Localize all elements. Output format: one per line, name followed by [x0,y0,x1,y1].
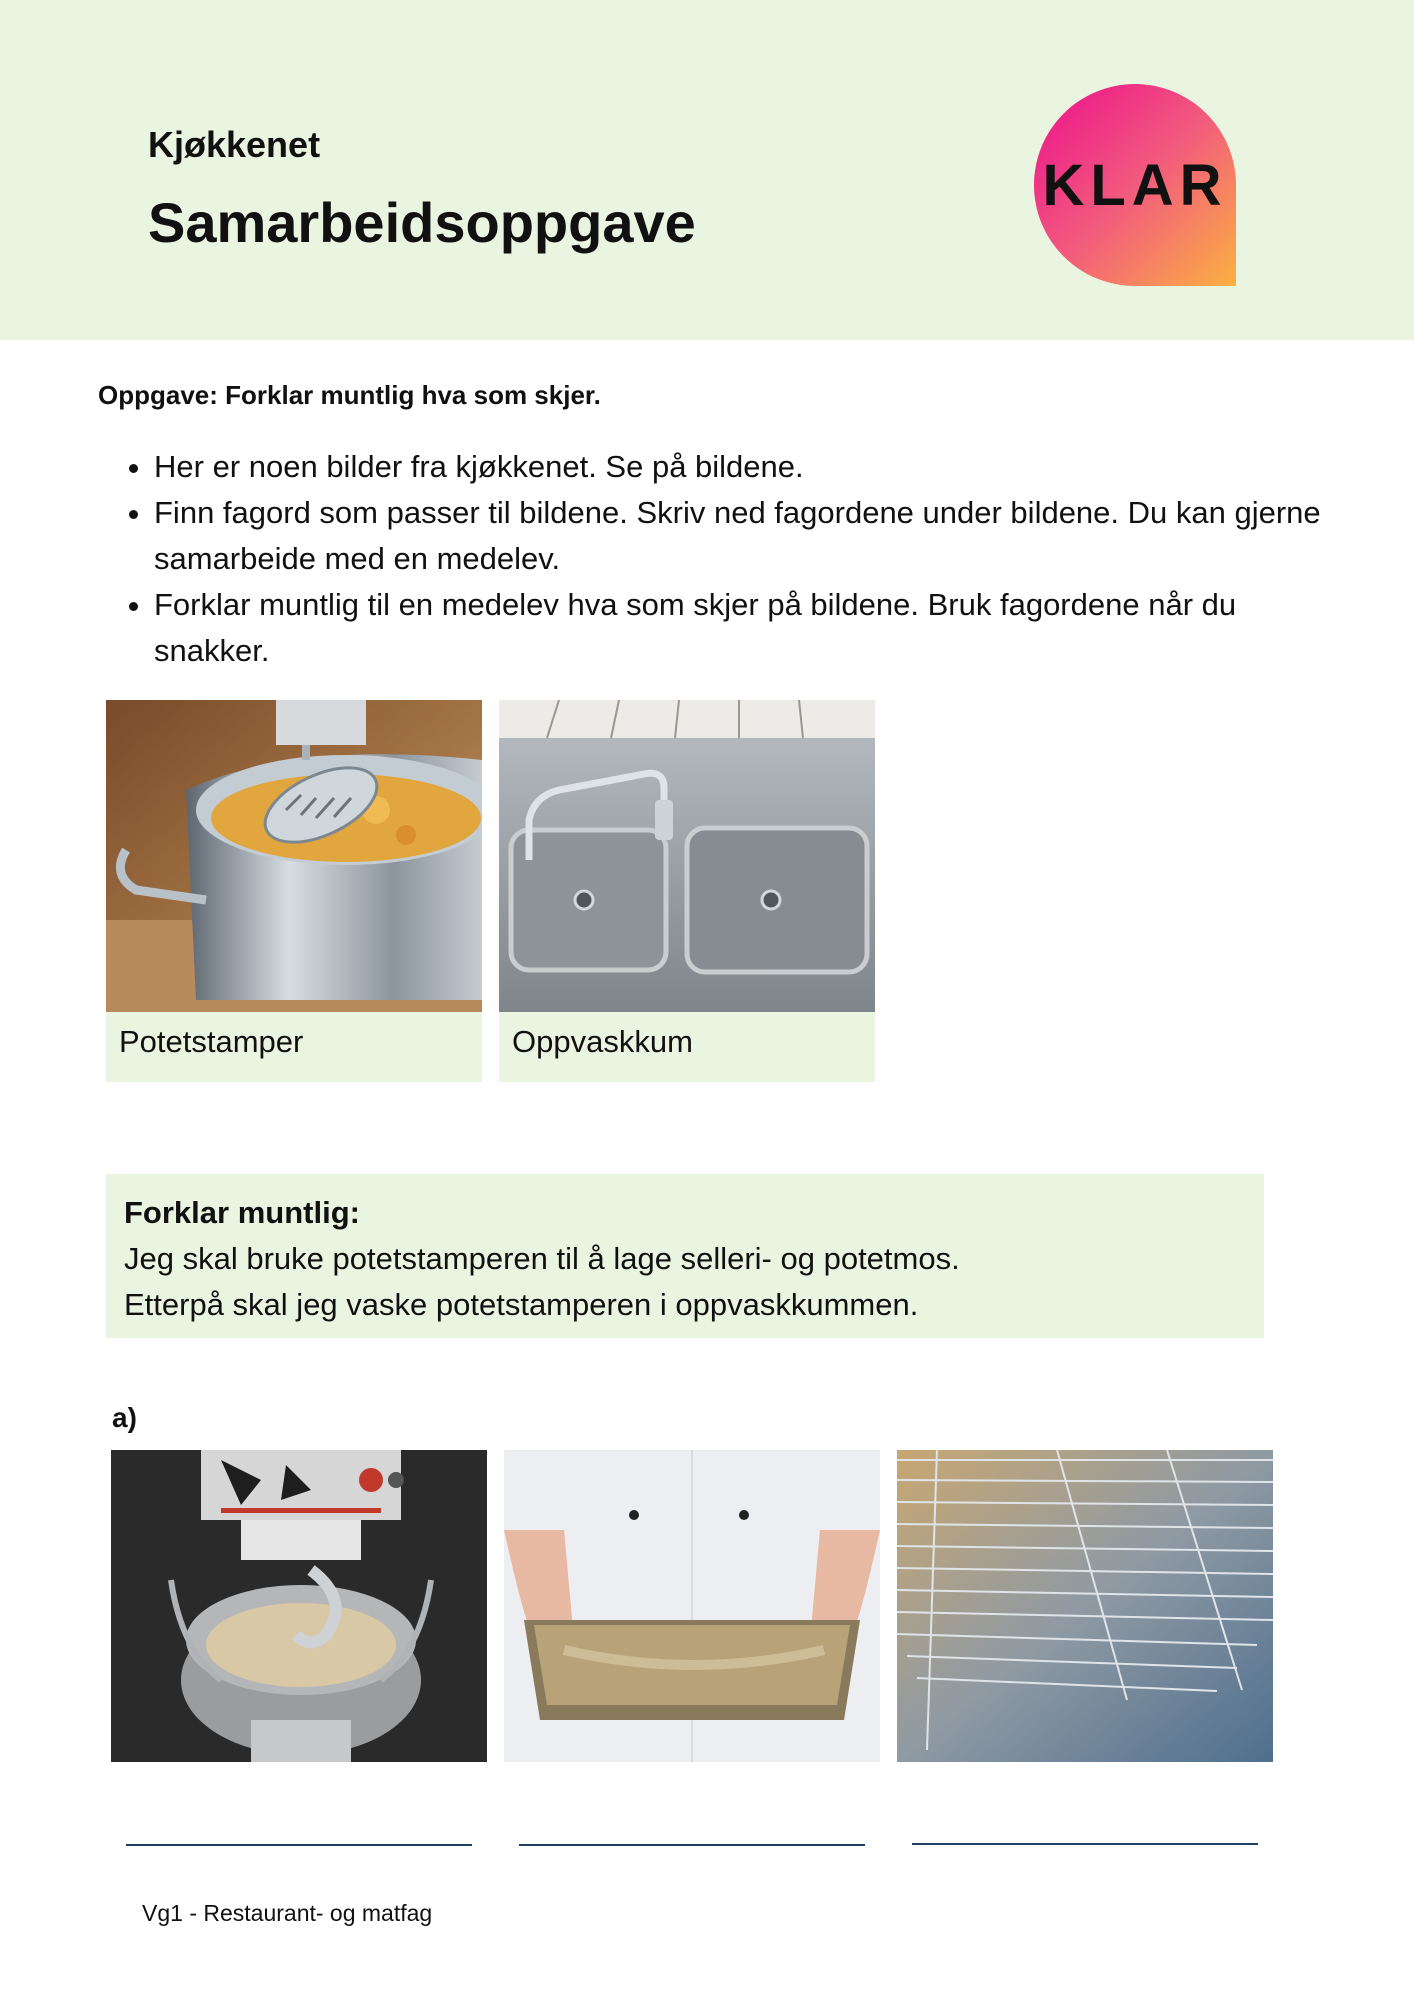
loaf-pan-photo [504,1450,880,1762]
example-caption: Potetstamper [106,1012,482,1082]
answer-line[interactable] [912,1843,1258,1845]
stand-mixer-photo [111,1450,487,1762]
task-heading: Oppgave: Forklar muntlig hva som skjer. [98,380,601,410]
explanation-label: Forklar muntlig: [124,1195,360,1230]
answer-line[interactable] [519,1844,865,1846]
sink-photo [499,700,875,1012]
page-title: Samarbeidsoppgave [148,191,696,254]
page-footer: Vg1 - Restaurant- og matfag [142,1900,433,1926]
instruction-item: • Her er noen bilder fra kjøkkenet. Se på bildene. [154,444,1334,490]
explanation-box [106,1174,1264,1338]
part-a-label: a) [112,1402,137,1433]
example-caption: Oppvaskkum [499,1012,875,1082]
explanation-line: Jeg skal bruke potetstamperen til å lage selleri- og potetmos. [124,1241,960,1276]
instruction-item: • Finn fagord som passer til bildene. Skriv ned fagordene under bildene. Du kan gjerne samarbeide med en medelev. [154,490,1334,582]
instruction-list [122,444,1334,674]
answer-line[interactable] [126,1844,472,1846]
subject-heading: Kjøkkenet [148,124,321,165]
instruction-item: • Forklar muntlig til en medelev hva som skjer på bildene. Bruk fagordene når du snakker. [154,582,1334,674]
cooling-rack-photo [897,1450,1273,1762]
explanation-line: Etterpå skal jeg vaske potetstamperen i oppvaskkummen. [124,1287,919,1322]
potato-masher-photo [106,700,482,1012]
page-header [0,0,1414,340]
klar-logo [1034,84,1236,286]
logo-text: KLAR [1042,152,1228,218]
